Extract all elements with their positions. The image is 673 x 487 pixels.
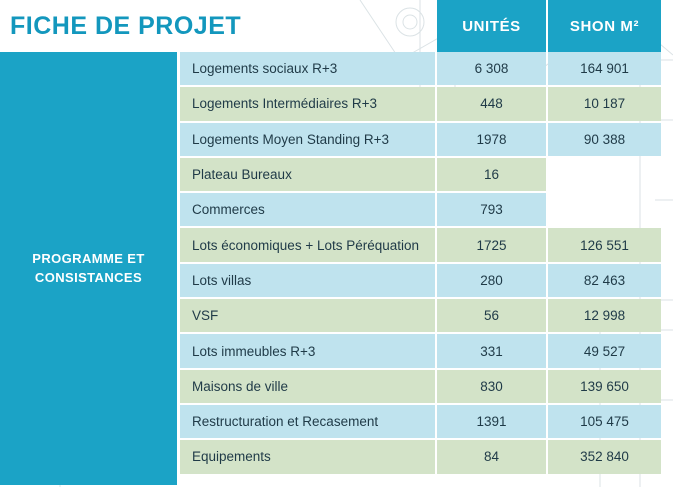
- row-label: Commerces: [180, 193, 435, 226]
- side-category-label-line2: CONSISTANCES: [34, 269, 143, 285]
- data-rows-container: [180, 52, 673, 485]
- row-shon-value: 82 463: [548, 264, 661, 297]
- row-shon-value: 139 650: [548, 370, 661, 403]
- row-unites-value: 331: [437, 334, 546, 367]
- table-row: [180, 158, 673, 191]
- row-label: Lots économiques + Lots Péréquation: [180, 228, 435, 261]
- row-unites-value: 280: [437, 264, 546, 297]
- row-shon-value: 12 998: [548, 299, 661, 332]
- table-row: [180, 123, 673, 156]
- row-shon-value: 105 475: [548, 405, 661, 438]
- row-unites-value: 6 308: [437, 52, 546, 85]
- column-header-shon: SHON M²: [548, 0, 661, 52]
- row-label: Restructuration et Recasement: [180, 405, 435, 438]
- row-label: Lots villas: [180, 264, 435, 297]
- row-shon-value: 49 527: [548, 334, 661, 367]
- row-label: Equipements: [180, 440, 435, 473]
- row-shon-value: [548, 193, 661, 226]
- table-body: [0, 52, 673, 485]
- row-label: Logements Intermédiaires R+3: [180, 87, 435, 120]
- row-unites-value: 56: [437, 299, 546, 332]
- row-unites-value: 1978: [437, 123, 546, 156]
- row-shon-value: 164 901: [548, 52, 661, 85]
- row-shon-value: 10 187: [548, 87, 661, 120]
- table-row: [180, 334, 673, 367]
- table-row: [180, 405, 673, 438]
- row-shon-value: [548, 158, 661, 191]
- row-label: Maisons de ville: [180, 370, 435, 403]
- row-shon-value: 90 388: [548, 123, 661, 156]
- row-label: Lots immeubles R+3: [180, 334, 435, 367]
- row-unites-value: 1391: [437, 405, 546, 438]
- table-row: [180, 264, 673, 297]
- table-row: [180, 370, 673, 403]
- row-unites-value: 793: [437, 193, 546, 226]
- table-row: [180, 193, 673, 226]
- table-row: [180, 228, 673, 261]
- page-title: FICHE DE PROJET: [10, 11, 242, 40]
- table-row: [180, 299, 673, 332]
- row-unites-value: 84: [437, 440, 546, 473]
- table-row: [180, 440, 673, 473]
- row-unites-value: 448: [437, 87, 546, 120]
- table-header-row: [0, 0, 673, 52]
- side-category-label: [0, 52, 177, 485]
- column-header-unites: UNITÉS: [437, 0, 546, 52]
- row-label: Logements Moyen Standing R+3: [180, 123, 435, 156]
- row-label: Logements sociaux R+3: [180, 52, 435, 85]
- row-unites-value: 830: [437, 370, 546, 403]
- row-label: VSF: [180, 299, 435, 332]
- page-title-cell: [0, 0, 437, 52]
- table-row: [180, 52, 673, 85]
- side-category-label-line1: PROGRAMME ET: [32, 250, 145, 266]
- row-unites-value: 16: [437, 158, 546, 191]
- row-shon-value: 126 551: [548, 228, 661, 261]
- row-shon-value: 352 840: [548, 440, 661, 473]
- table-row: [180, 87, 673, 120]
- row-label: Plateau Bureaux: [180, 158, 435, 191]
- row-unites-value: 1725: [437, 228, 546, 261]
